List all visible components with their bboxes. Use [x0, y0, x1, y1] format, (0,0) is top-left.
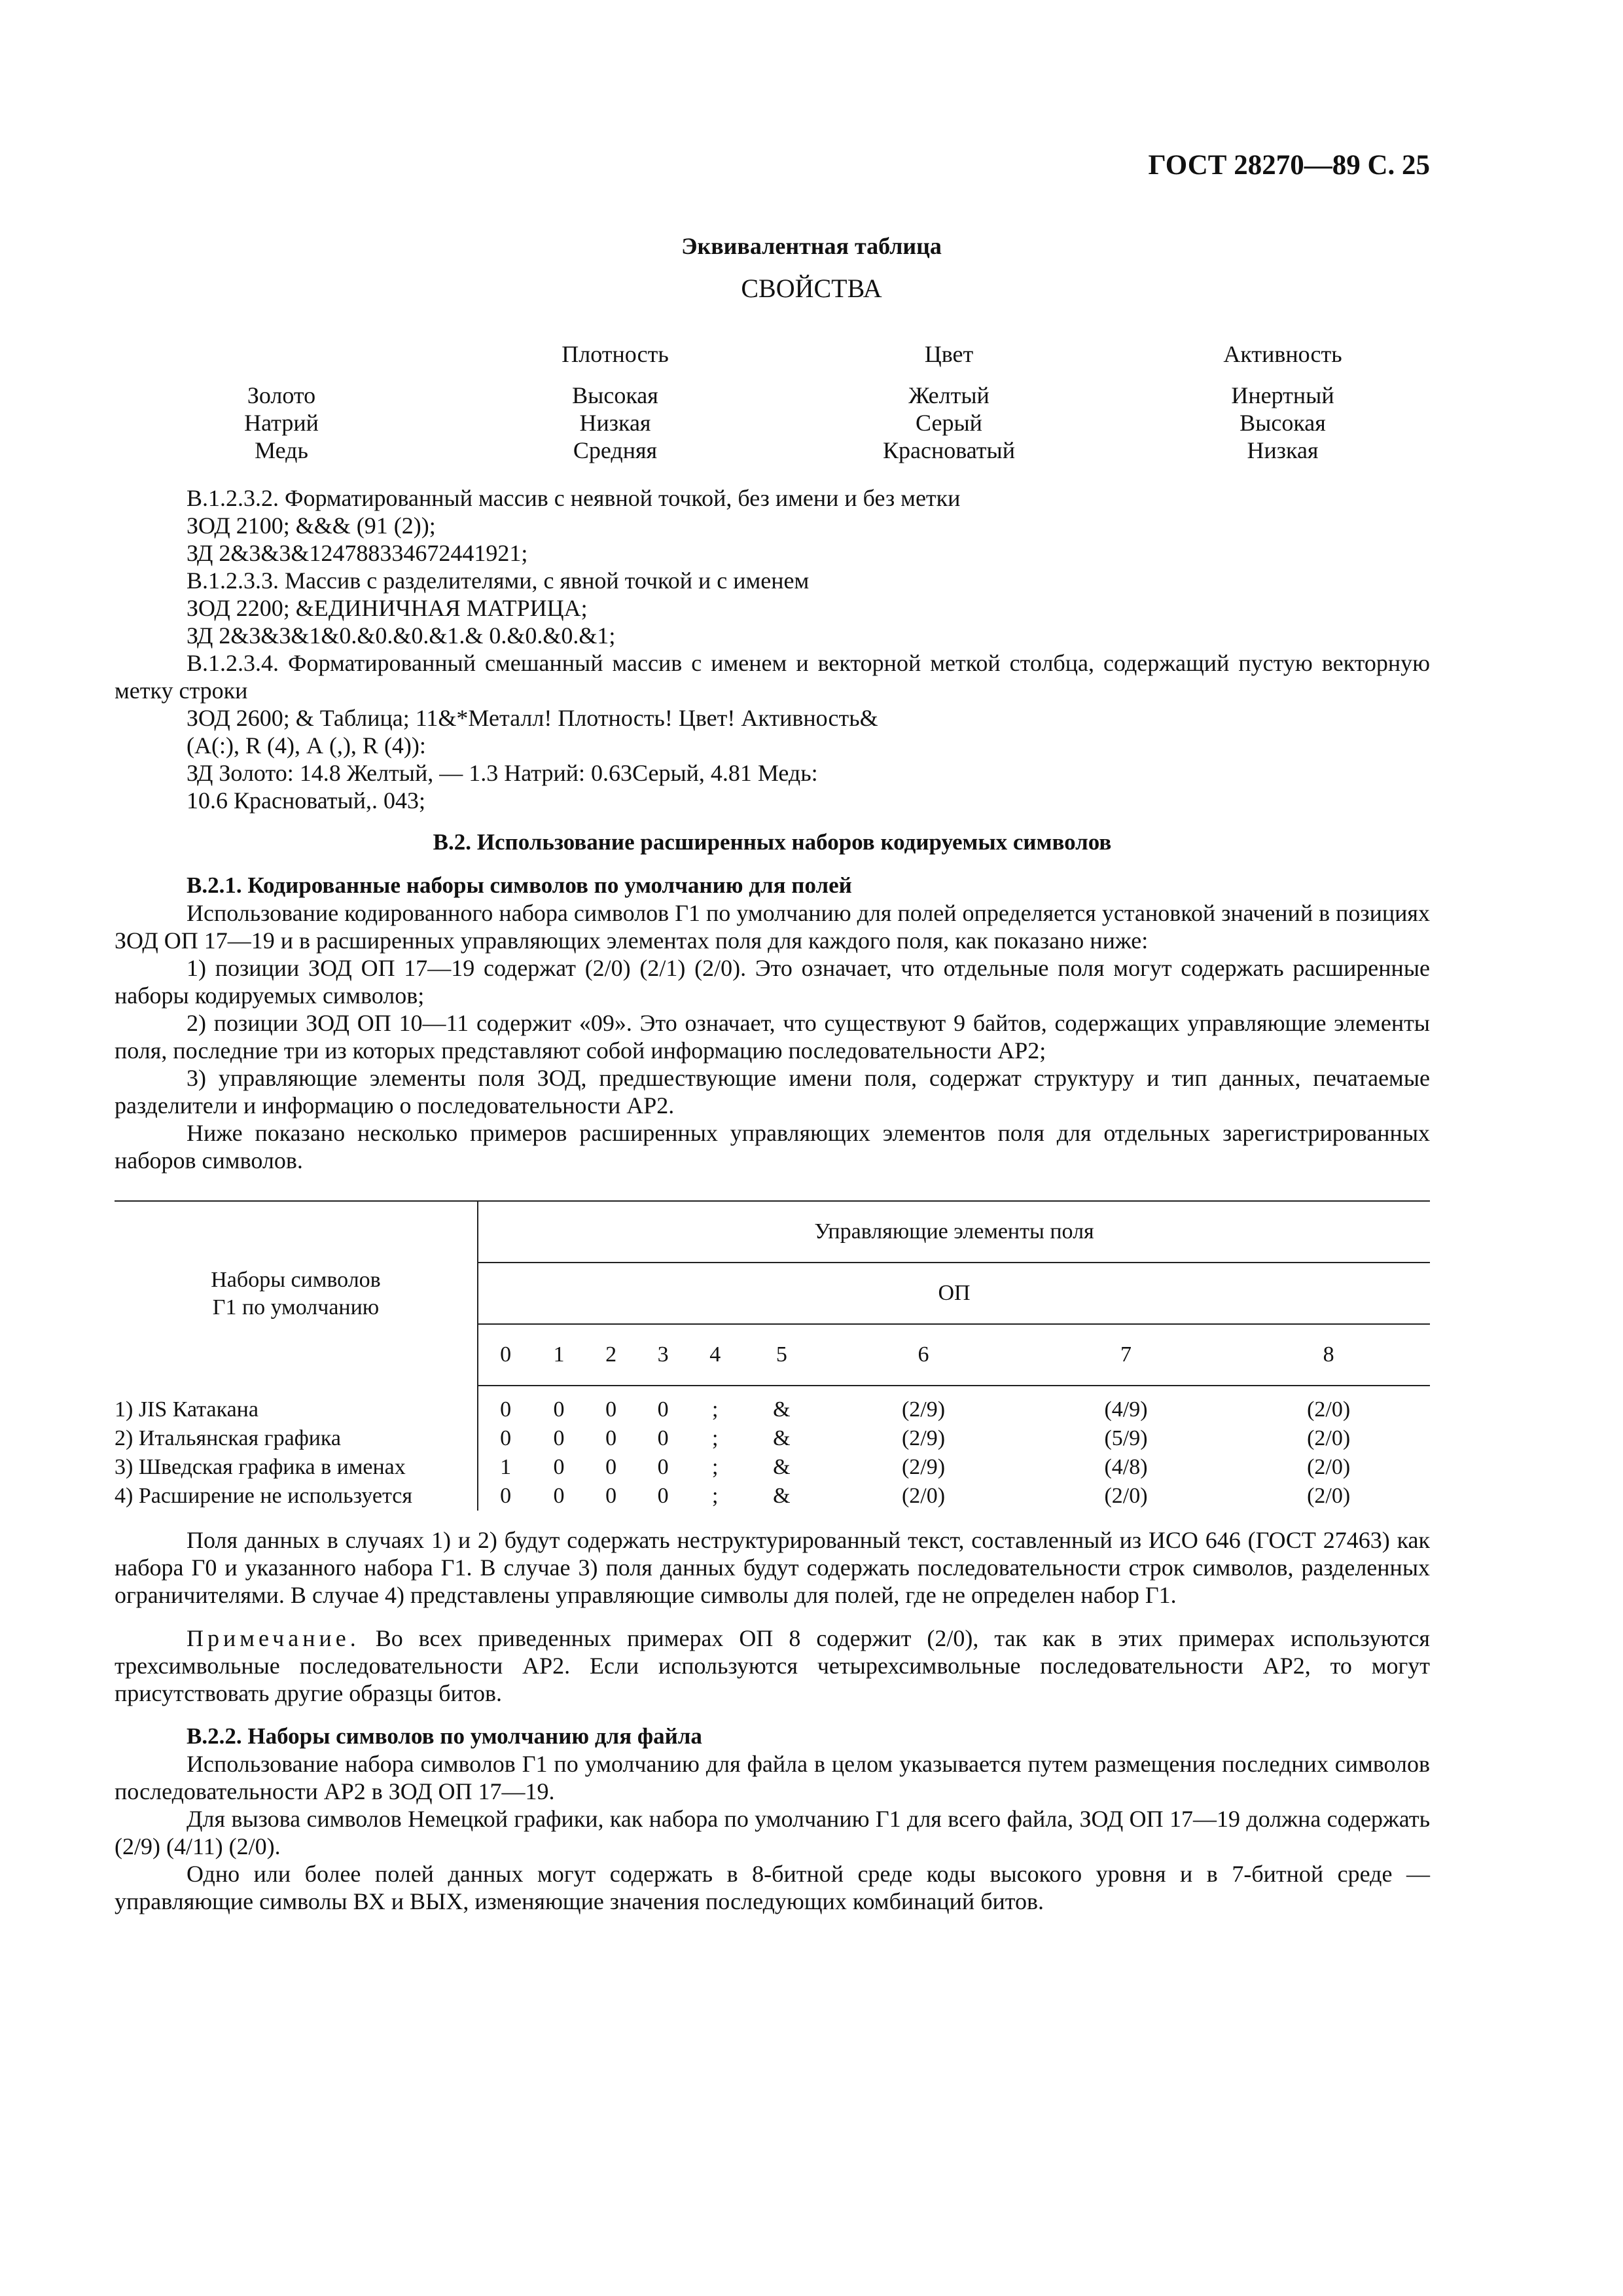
table-cell: (2/0)	[1307, 1426, 1351, 1450]
table-cell: (2/9)	[901, 1397, 946, 1422]
row-name: 4) Расширение не используется	[115, 1482, 478, 1511]
page-header: ГОСТ 28270—89 С. 25	[1148, 150, 1430, 181]
table-cell: &	[773, 1426, 791, 1450]
paragraph: В.1.2.3.2. Форматированный массив с неявной точкой, без имени и без метки	[187, 485, 961, 511]
code-line: ЗОД 2600; & Таблица; 11&*Металл! Плотность! Цвет! Активность&	[187, 705, 878, 731]
list-item: 3) управляющие элементы поля ЗОД, предшествующие имени поля, содержат структуру и тип данных, печатаемые разделители и информацию о последовательности АР2.	[115, 1065, 1430, 1119]
position-label: 2	[585, 1324, 637, 1386]
table-cell: (2/0)	[1307, 1455, 1351, 1479]
subsection-heading: В.2.2. Наборы символов по умолчанию для файла	[187, 1723, 702, 1749]
table-cell: (2/0)	[1307, 1397, 1351, 1422]
table-col-header: Наборы символов Г1 по умолчанию	[115, 1201, 478, 1386]
table-cell: 0	[500, 1426, 512, 1450]
table-cell: 0	[553, 1397, 565, 1422]
code-line: ЗД Золото: 14.8 Желтый, — 1.3 Натрий: 0.63Серый, 4.81 Медь:	[187, 760, 818, 786]
list-item: 2) позиции ЗОД ОП 10—11 содержит «09». Это означает, что существуют 9 байтов, содержащих управляющие элементы поля, последние три из которых представляют собой информацию последовательности АР2;	[115, 1010, 1430, 1064]
equiv-row	[0, 382, 1623, 410]
position-label: 1	[533, 1324, 585, 1386]
position-label: 6	[822, 1324, 1024, 1386]
equiv-row	[0, 437, 1623, 465]
table-cell: (2/9)	[901, 1426, 946, 1450]
code-line: ЗД 2&3&3&124788334672441921;	[187, 540, 528, 566]
paragraph: В.1.2.3.3. Массив с разделителями, с явной точкой и с именем	[187, 567, 810, 594]
equiv-row	[0, 409, 1623, 438]
equiv-cell: Инертный	[1231, 382, 1334, 408]
equiv-cell: Высокая	[1240, 410, 1326, 436]
paragraph: Одно или более полей данных могут содержать в 8-битной среде коды высокого уровня и в 7-битной среде — управляющие символы ВХ и ВЫХ, изменяющие значения последующих комбинаций битов.	[115, 1861, 1430, 1914]
table-cell: 0	[553, 1455, 565, 1479]
table-row	[115, 1424, 1430, 1453]
main-text	[115, 484, 1430, 1915]
equiv-cell: Медь	[255, 437, 308, 463]
equiv-cell: Низкая	[1247, 437, 1319, 463]
equiv-cell: Средняя	[573, 437, 658, 463]
paragraph: Поля данных в случаях 1) и 2) будут содержать неструктурированный текст, составленный из ИСО 646 (ГОСТ 27463) как набора Г0 и указанного набора Г1. В случае 3) поля данных будут содержать последовательности строк символов, разделенных ограничителями. В случае 4) представлены управляющие символы для полей, где не определен набор Г1.	[115, 1527, 1430, 1608]
equiv-cell: Натрий	[244, 410, 319, 436]
table-cell: (2/0)	[1104, 1484, 1148, 1508]
table-cell: (2/0)	[1307, 1484, 1351, 1508]
table-cell: 0	[553, 1484, 565, 1508]
equiv-col-color: Цвет	[924, 341, 974, 367]
code-line: ЗОД 2100; &&& (91 (2));	[187, 512, 436, 539]
row-name: 1) JIS Катакана	[115, 1386, 478, 1424]
section-heading: В.2. Использование расширенных наборов кодируемых символов	[433, 829, 1112, 855]
position-label: 4	[689, 1324, 741, 1386]
row-name: 3) Шведская графика в именах	[115, 1453, 478, 1482]
table-cell: 0	[605, 1484, 617, 1508]
table-row	[115, 1453, 1430, 1482]
paragraph: Для вызова символов Немецкой графики, как набора по умолчанию Г1 для всего файла, ЗОД ОП 17—19 должна содержать (2/9) (4/11) (2/0).	[115, 1806, 1430, 1859]
table-cell: (4/8)	[1104, 1455, 1148, 1479]
equiv-cell: Желтый	[908, 382, 990, 408]
table-cell: 0	[657, 1397, 669, 1422]
code-line: 10.6 Красноватый,. 043;	[187, 787, 425, 814]
table-cell: 0	[657, 1484, 669, 1508]
equiv-cell: Высокая	[572, 382, 658, 408]
list-item: 1) позиции ЗОД ОП 17—19 содержат (2/0) (2/1) (2/0). Это означает, что отдельные поля могут содержать расширенные наборы кодируемых символов;	[115, 955, 1430, 1009]
paragraph: В.1.2.3.4. Форматированный смешанный массив с именем и векторной меткой столбца, содержащий пустую векторную метку строки	[115, 650, 1430, 704]
equiv-header-row	[0, 340, 1623, 369]
table-cell: 0	[500, 1484, 512, 1508]
table-cell: 1	[500, 1455, 512, 1479]
table-cell: 0	[605, 1426, 617, 1450]
position-label: 0	[478, 1324, 533, 1386]
table-cell: (2/0)	[901, 1484, 946, 1508]
equiv-cell: Золото	[247, 382, 316, 408]
equiv-table-subtitle: СВОЙСТВА	[741, 274, 882, 303]
paragraph: Использование кодированного набора символов Г1 по умолчанию для полей определяется установкой значений в позициях ЗОД ОП 17—19 и в расширенных управляющих элементах поля для каждого поля, как показано ниже:	[115, 900, 1430, 954]
equiv-table-title: Эквивалентная таблица	[681, 233, 942, 259]
equiv-col-density: Плотность	[562, 341, 669, 367]
subsection-heading: В.2.1. Кодированные наборы символов по умолчанию для полей	[187, 872, 852, 898]
table-cell: ;	[711, 1484, 719, 1508]
row-name: 2) Итальянская графика	[115, 1424, 478, 1453]
table-cell: (5/9)	[1104, 1426, 1148, 1450]
code-line: (А(:), R (4), А (,), R (4)):	[187, 732, 426, 759]
table-cell: 0	[500, 1397, 512, 1422]
note-label: Примечание.	[187, 1625, 360, 1651]
table-row	[115, 1482, 1430, 1511]
control-elements-table	[115, 1200, 1430, 1511]
table-cell: &	[773, 1397, 791, 1422]
table-cell: ;	[711, 1397, 719, 1422]
equiv-cell: Красноватый	[883, 437, 1015, 463]
position-label: 5	[741, 1324, 822, 1386]
table-cell: (4/9)	[1104, 1397, 1148, 1422]
table-row	[115, 1386, 1430, 1424]
table-cell: &	[773, 1484, 791, 1508]
code-line: ЗОД 2200; &ЕДИНИЧНАЯ МАТРИЦА;	[187, 595, 588, 621]
table-cell: 0	[657, 1455, 669, 1479]
position-label: 3	[637, 1324, 689, 1386]
table-group-header: Управляющие элементы поля	[478, 1201, 1430, 1263]
table-cell: &	[773, 1455, 791, 1479]
paragraph: Использование набора символов Г1 по умолчанию для файла в целом указывается путем размещения последних символов последовательности АР2 в ЗОД ОП 17—19.	[115, 1751, 1430, 1804]
equiv-cell: Серый	[916, 410, 982, 436]
table-cell: 0	[553, 1426, 565, 1450]
position-label: 8	[1227, 1324, 1430, 1386]
table-cell: 0	[605, 1397, 617, 1422]
equiv-col-activity: Активность	[1223, 341, 1342, 367]
equiv-cell: Низкая	[579, 410, 651, 436]
table-sub-header: ОП	[478, 1263, 1430, 1324]
table-cell: (2/9)	[901, 1455, 946, 1479]
position-label: 7	[1025, 1324, 1227, 1386]
table-cell: 0	[605, 1455, 617, 1479]
note-paragraph	[115, 1624, 1430, 1707]
paragraph: Ниже показано несколько примеров расширенных управляющих элементов поля для отдельных зарегистрированных наборов символов.	[115, 1120, 1430, 1174]
note-text: Во всех приведенных примерах ОП 8 содержит (2/0), так как в этих примерах используются трехсимвольные последовательности АР2. Если используются четырехсимвольные последовательности АР2, то могут присутствовать другие образцы битов.	[115, 1625, 1430, 1706]
table-cell: 0	[657, 1426, 669, 1450]
table-cell: ;	[711, 1426, 719, 1450]
table-cell: ;	[711, 1455, 719, 1479]
code-line: ЗД 2&3&3&1&0.&0.&0.&1.& 0.&0.&0.&1;	[187, 622, 616, 649]
